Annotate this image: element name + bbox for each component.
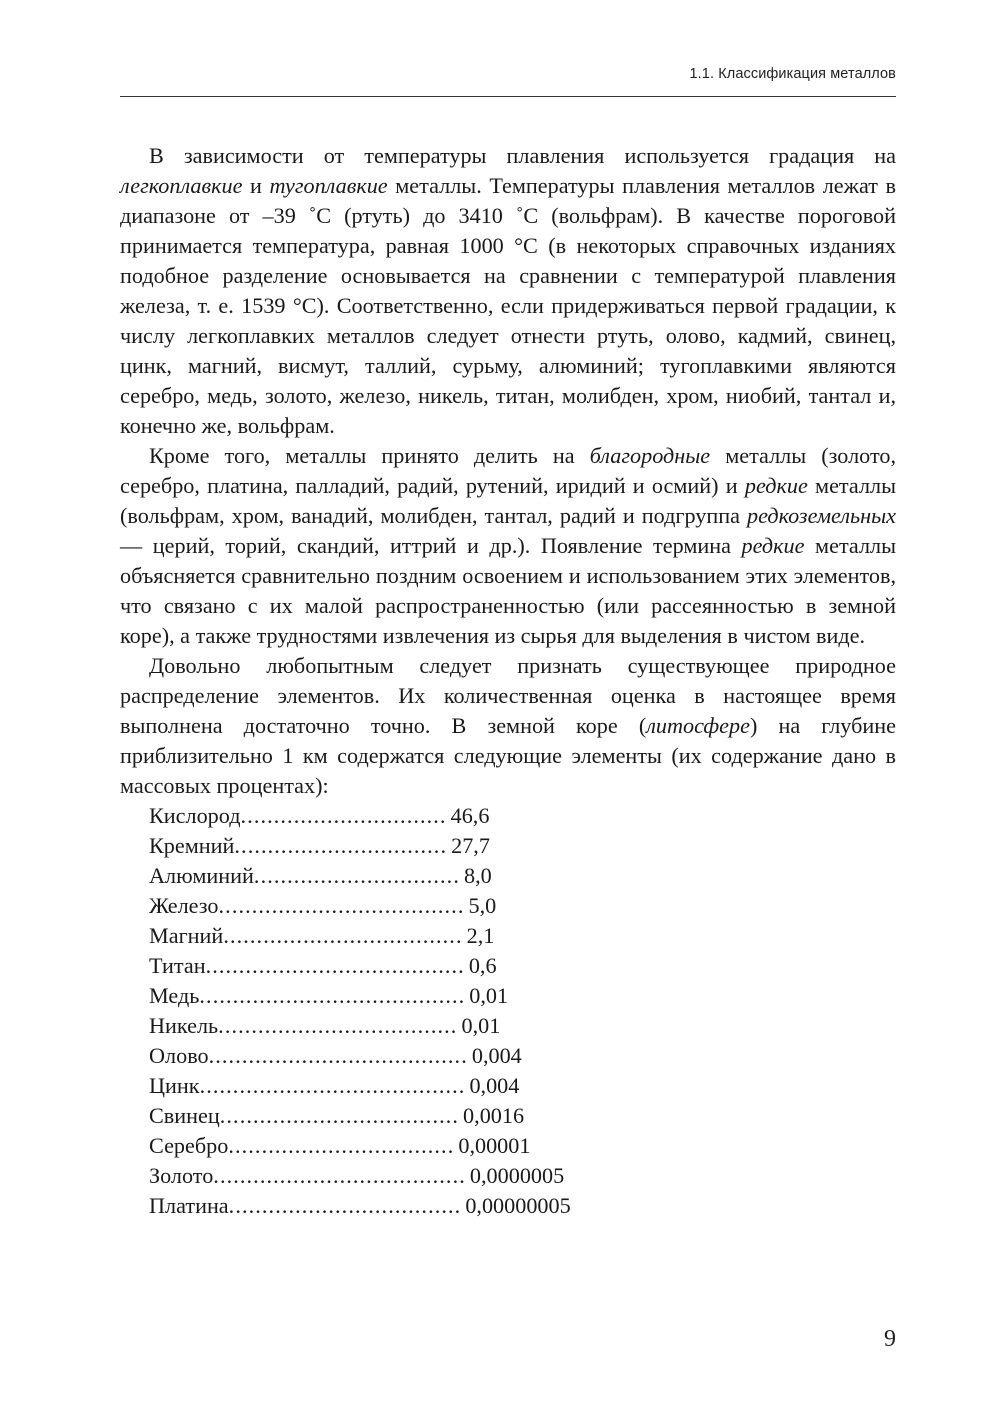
element-value: 0,00000005 [465, 1193, 571, 1218]
element-row-magnesium [120, 921, 896, 951]
element-name: Золото [149, 1163, 214, 1188]
leader-dots: ........................................ [199, 1073, 466, 1098]
element-name: Кислород [149, 803, 241, 828]
element-name: Олово [149, 1043, 209, 1068]
running-header [120, 66, 896, 82]
element-value: 0,01 [461, 1013, 501, 1038]
element-row-titanium [120, 951, 896, 981]
element-value: 2,1 [466, 923, 495, 948]
element-value: 46,6 [450, 803, 490, 828]
leader-dots: .................................... [223, 923, 463, 948]
element-row-silver [120, 1131, 896, 1161]
element-row-lead [120, 1101, 896, 1131]
paragraph-distribution [120, 651, 896, 801]
element-row-iron [120, 891, 896, 921]
paragraph-noble-rare [120, 441, 896, 651]
element-name: Цинк [149, 1073, 200, 1098]
element-row-aluminium [120, 861, 896, 891]
leader-dots: ................................... [228, 1193, 462, 1218]
p2-text-1: Кроме того, металлы принято делить на [149, 443, 590, 468]
p1-italic-refractory: тугоплавкие [269, 173, 388, 198]
element-row-platinum [120, 1191, 896, 1221]
element-name: Кремний [149, 833, 235, 858]
page-number: 9 [884, 1326, 896, 1352]
leader-dots: ....................................... [208, 1043, 468, 1068]
p2-italic-rare-earth: редкоземельных [746, 503, 896, 528]
element-name: Железо [149, 893, 219, 918]
leader-dots: ............................... [240, 803, 447, 828]
header-divider [120, 96, 896, 97]
leader-dots: ...................................... [213, 1163, 466, 1188]
p3-text-2: ) на глубине приблизительно 1 км содержатся следующие элементы (их содержание дано в массовых процентах): [120, 713, 896, 798]
element-value: 0,0016 [463, 1103, 525, 1128]
leader-dots: ..................................... [218, 893, 465, 918]
leader-dots: .................................... [218, 1013, 458, 1038]
p1-text-2: и [242, 173, 270, 198]
element-name: Никель [149, 1013, 219, 1038]
element-row-oxygen [120, 801, 896, 831]
p2-text-3: металлы (вольфрам, хром, ванадий, молибден, тантал, радий и подгруппа [120, 473, 896, 528]
element-row-tin [120, 1041, 896, 1071]
p2-italic-noble: благородные [589, 443, 711, 468]
element-row-copper [120, 981, 896, 1011]
element-row-gold [120, 1161, 896, 1191]
p2-italic-rare-2: редкие [741, 533, 805, 558]
page-body [120, 141, 896, 1221]
element-value: 8,0 [463, 863, 492, 888]
leader-dots: ................................ [234, 833, 448, 858]
element-name: Платина [149, 1193, 229, 1218]
p2-italic-rare: редкие [744, 473, 808, 498]
leader-dots: ............................... [253, 863, 460, 888]
p2-text-5: металлы объясняется сравнительно поздним освоением и использованием этих элементов, что связано с их малой распространенностью (или рассеянностью в земной коре), а также трудностями извлечения из сырья для выделения в чистом виде. [120, 533, 897, 648]
p1-text-1: В зависимости от температуры плавления используется градация на [149, 143, 896, 168]
leader-dots: ....................................... [205, 953, 465, 978]
p2-text-2: металлы (золото, серебро, платина, палладий, радий, рутений, иридий и осмий) и [120, 443, 896, 498]
element-value: 0,6 [468, 953, 497, 978]
element-value: 27,7 [451, 833, 490, 858]
p1-text-3: металлы. Температуры плавления металлов лежат в диапазоне от –39 ˚С (ртуть) до 3410 ˚С (вольфрам). В качестве пороговой принимается температура, равная 1000 °С (в некоторых справочных изданиях подобное разделение основывается на сравнении с температурой плавления железа, т. е. 1539 °С). Соответственно, если придерживаться первой градации, к числу легкоплавких металлов следует отнести ртуть, олово, кадмий, свинец, цинк, магний, висмут, таллий, сурьму, алюминий; тугоплавкими являются серебро, медь, золото, железо, никель, титан, молибден, хром, ниобий, тантал и, конечно же, вольфрам. [120, 173, 896, 438]
element-value: 0,01 [469, 983, 509, 1008]
p2-text-4: — церий, торий, скандий, иттрий и др.). Появление термина [120, 533, 742, 558]
leader-dots: ........................................ [199, 983, 466, 1008]
element-row-nickel [120, 1011, 896, 1041]
running-header-title: 1.1. Классификация металлов [689, 66, 896, 82]
element-row-silicon [120, 831, 896, 861]
p3-italic-lithosphere: литосфере [646, 713, 750, 738]
element-value: 5,0 [468, 893, 497, 918]
element-row-zinc [120, 1071, 896, 1101]
element-value: 0,0000005 [469, 1163, 565, 1188]
element-name: Медь [149, 983, 200, 1008]
paragraph-melting-point [120, 141, 896, 441]
leader-dots: .................................... [219, 1103, 460, 1128]
leader-dots: .................................. [228, 1133, 455, 1158]
element-value: 0,00001 [458, 1133, 531, 1158]
element-abundance-list [120, 801, 896, 1221]
element-name: Титан [149, 953, 206, 978]
p1-italic-fusible: легкоплавкие [120, 173, 243, 198]
element-name: Алюминий [149, 863, 254, 888]
element-value: 0,004 [469, 1073, 520, 1098]
element-name: Магний [149, 923, 224, 948]
element-name: Серебро [149, 1133, 229, 1158]
element-value: 0,004 [471, 1043, 522, 1068]
p3-text-1: Довольно любопытным следует признать существующее природное распределение элементов. Их количественная оценка в настоящее время выполнена достаточно точно. В земной коре ( [120, 653, 896, 738]
element-name: Свинец [149, 1103, 220, 1128]
